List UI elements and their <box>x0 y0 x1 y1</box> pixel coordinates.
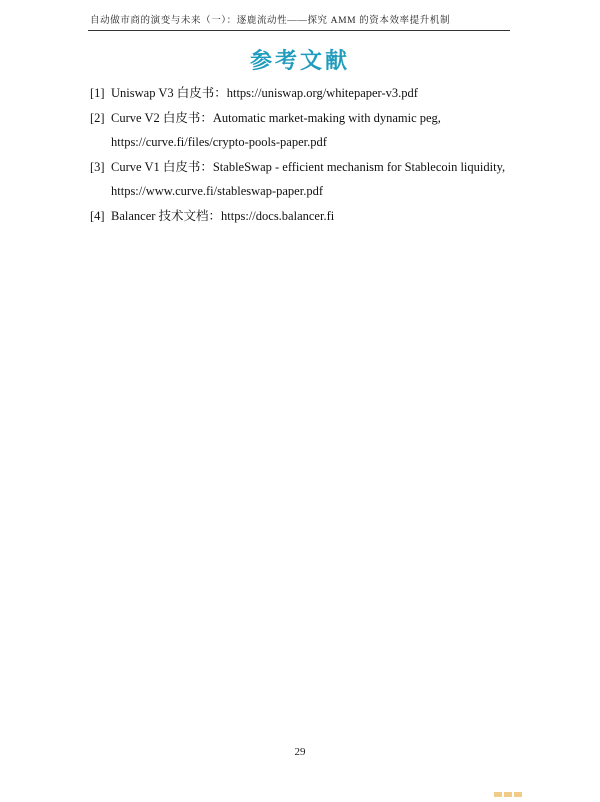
reference-text: Balancer 技术文档：https://docs.balancer.fi <box>111 208 335 223</box>
header-divider <box>88 30 510 31</box>
reference-item-4 <box>90 204 520 229</box>
running-header: 自动做市商的演变与未来（一）：逐鹿流动性——探究 AMM 的资本效率提升机制 <box>90 16 451 26</box>
reference-number: [4] <box>90 208 105 223</box>
watermark-corner <box>494 784 528 789</box>
reference-text: Curve V2 白皮书：Automatic market-making with dynamic peg, <box>111 110 441 125</box>
reference-item-1 <box>90 81 520 106</box>
reference-number: [2] <box>90 110 105 125</box>
reference-item-2 <box>90 106 520 155</box>
reference-text: Curve V1 白皮书：StableSwap - efficient mechanism for Stablecoin liquidity, <box>111 159 506 174</box>
page-title: 参考文献 <box>249 48 350 73</box>
reference-number: [3] <box>90 159 105 174</box>
reference-item-3 <box>90 155 520 204</box>
reference-url: https://curve.fi/files/crypto-pools-paper.pdf <box>111 135 327 149</box>
reference-number: [1] <box>90 86 105 100</box>
reference-text: Uniswap V3 白皮书：https://uniswap.org/whitepaper-v3.pdf <box>111 86 418 100</box>
page-number: 29 <box>294 746 306 758</box>
reference-url: https://www.curve.fi/stableswap-paper.pdf <box>111 184 323 198</box>
reference-list <box>90 81 520 228</box>
